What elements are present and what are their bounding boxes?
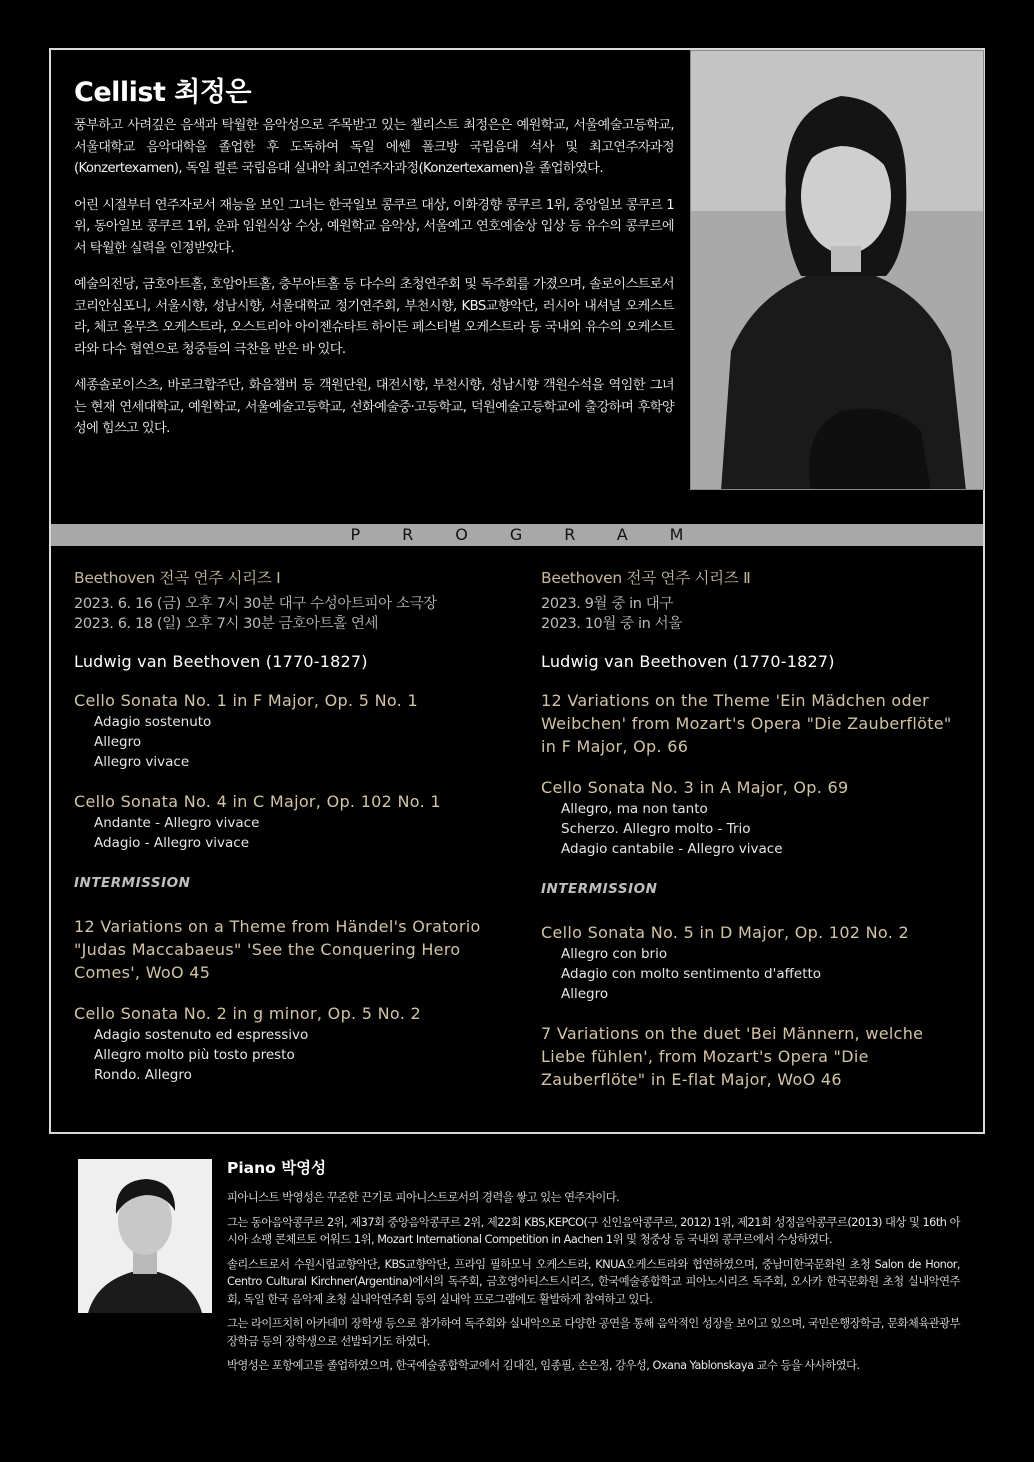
pianist-bio [227, 1189, 960, 1382]
cellist-photo [690, 50, 984, 490]
concert-dates [74, 594, 504, 634]
work-title: Cello Sonata No. 1 in F Major, Op. 5 No. 1 [74, 691, 418, 710]
work-title: 7 Variations on the duet 'Bei Männern, welche Liebe fühlen', from Mozart's Opera "Die Zauberflöte" in E-flat Major, WoO 46 [541, 1024, 924, 1089]
intermission-label: INTERMISSION [74, 875, 191, 891]
movement: Adagio cantabile - Allegro vivace [561, 841, 783, 857]
cellist-bio-paragraph: 예술의전당, 금호아트홀, 호암아트홀, 충무아트홀 등 다수의 초청연주회 및 독주회를 가졌으며, 솔로이스트로서 코리안심포니, 서울시향, 성남시향, 서울대학교 정기연주회, 부천시향, KBS교향악단, 러시아 내셔널 오케스트라, 체코 올무츠 오케스트라, 오스트리아 아이젠슈타트 하이든 페스티벌 오케스트라 등 국내외 유수의 오케스트라와 다수 협연으로 청중들의 극찬을 받은 바 있다. [74, 277, 674, 357]
cellist-portrait-illustration [691, 51, 984, 490]
composer: Ludwig van Beethoven (1770-1827) [74, 652, 368, 671]
composer: Ludwig van Beethoven (1770-1827) [541, 652, 835, 671]
movement: Adagio con molto sentimento d'affetto [561, 966, 822, 982]
pianist-bio-paragraph: 그는 라이프치히 아카데미 장학생 등으로 참가하여 독주회와 실내악으로 다양한 공연을 통해 음악적인 성장을 보이고 있으며, 국민은행장학금, 문화체육관광부장학금 등의 장학생으로 선발되기도 하였다. [227, 1317, 960, 1348]
movement: Allegro vivace [94, 754, 190, 770]
program-heading: PROGRAM [51, 524, 983, 546]
cellist-bio-paragraph: 어린 시절부터 연주자로서 재능을 보인 그녀는 한국일보 콩쿠르 대상, 이화경향 콩쿠르 1위, 중앙일보 콩쿠르 1위, 동아일보 콩쿠르 1위, 운파 임원식상 수상, 예원학교 음악상, 서울예고 연호예술상 입상 등 유수의 콩쿠르에서 탁월한 실력을 인정받았다. [74, 197, 674, 256]
cellist-title: Cellist 최정은 [74, 77, 252, 108]
movement: Allegro [94, 734, 142, 750]
pianist-bio-paragraph: 그는 동아음악콩쿠르 2위, 제37회 중앙음악콩쿠르 2위, 제22회 KBS,KEPCO(구 신인음악콩쿠르, 2012) 1위, 제21회 성정음악콩쿠르(2013) 대상 및 16th 아시아 쇼팽 콘체르토 어워드 1위, Mozart International Competition in Aachen 1위 및 청중상 등 국내외 콩쿠르에서 수상하였다. [227, 1215, 960, 1246]
work-title: Cello Sonata No. 2 in g minor, Op. 5 No. 2 [74, 1004, 421, 1023]
movement: Allegro, ma non tanto [561, 801, 708, 817]
concert-date: 2023. 6. 16 (금) 오후 7시 30분 대구 수성아트피아 소극장 [74, 596, 437, 612]
pianist-photo [78, 1159, 212, 1313]
concert-date: 2023. 6. 18 (일) 오후 7시 30분 금호아트홀 연세 [74, 616, 379, 632]
concert-dates [541, 594, 971, 634]
work-title: Cello Sonata No. 4 in C Major, Op. 102 No. 1 [74, 792, 441, 811]
movement: Allegro [561, 986, 609, 1002]
series-title: Beethoven 전곡 연주 시리즈 Ⅰ [74, 569, 281, 587]
pianist-portrait-illustration [78, 1159, 212, 1313]
work-title: 12 Variations on the Theme 'Ein Mädchen oder Weibchen' from Mozart's Opera "Die Zauberflöte" in F Major, Op. 66 [541, 691, 952, 756]
pianist-bio-paragraph: 피아니스트 박영성은 꾸준한 끈기로 피아니스트로서의 경력을 쌓고 있는 연주자이다. [227, 1191, 620, 1204]
movement: Adagio sostenuto [94, 714, 212, 730]
movement: Scherzo. Allegro molto - Trio [561, 821, 751, 837]
movement: Rondo. Allegro [94, 1067, 192, 1083]
movement: Adagio sostenuto ed espressivo [94, 1027, 309, 1043]
pianist-bio-paragraph: 박영성은 포항예고를 졸업하였으며, 한국예술종합학교에서 김대진, 임종필, 손은정, 강우성, Oxana Yablonskaya 교수 등을 사사하였다. [227, 1359, 860, 1372]
concert-date: 2023. 10월 중 in 서울 [541, 616, 682, 632]
program-column-left [74, 560, 504, 1085]
work-title: Cello Sonata No. 3 in A Major, Op. 69 [541, 778, 849, 797]
concert-date: 2023. 9월 중 in 대구 [541, 596, 674, 612]
work-title: 12 Variations on a Theme from Händel's Oratorio "Judas Maccabaeus" 'See the Conquering Hero Comes', WoO 45 [74, 917, 481, 982]
series-title: Beethoven 전곡 연주 시리즈 Ⅱ [541, 569, 751, 587]
intermission-label: INTERMISSION [541, 881, 658, 897]
cellist-bio-paragraph: 세종솔로이스츠, 바로크합주단, 화음챔버 등 객원단원, 대전시향, 부천시향, 성남시향 객원수석을 역임한 그녀는 현재 연세대학교, 예원학교, 서울예술고등학교, 선화예술중·고등학교, 덕원예술고등학교에 출강하며 후학양성에 힘쓰고 있다. [74, 378, 674, 436]
pianist-bio-paragraph: 솔리스트로서 수원시립교향악단, KBS교향악단, 프라임 필하모닉 오케스트라, KNUA오케스트라와 협연하였으며, 중남미한국문화원 초청 Salon de Honor, Centro Cultural Kirchner(Argentina)에서의 독주회, 금호영아티스트시리즈, 한국예술종합학교 피아노시리즈 독주회, 오사카 한국문화원 초청 실내악연주회, 독일 한국 음악제 초청 실내악연주회 등의 실내악 프로그램에도 활발하게 참여하고 있다. [227, 1257, 960, 1306]
movement: Adagio - Allegro vivace [94, 835, 250, 851]
program-column-right [541, 560, 971, 1091]
movement: Allegro con brio [561, 946, 668, 962]
pianist-title: Piano 박영성 [227, 1159, 327, 1177]
movement: Allegro molto più tosto presto [94, 1047, 295, 1063]
movement: Andante - Allegro vivace [94, 815, 260, 831]
cellist-bio-paragraph: 풍부하고 사려깊은 음색과 탁월한 음악성으로 주목받고 있는 첼리스트 최정은은 예원학교, 서울예술고등학교, 서울대학교 음악대학을 졸업한 후 도독하여 독일 에쎈 폴크방 국립음대 석사 및 최고연주자과정(Konzertexamen), 독일 쾰른 국립음대 실내악 최고연주자과정(Konzertexamen)을 졸업하였다. [74, 118, 674, 176]
work-title: Cello Sonata No. 5 in D Major, Op. 102 No. 2 [541, 923, 909, 942]
cellist-bio [74, 115, 674, 455]
